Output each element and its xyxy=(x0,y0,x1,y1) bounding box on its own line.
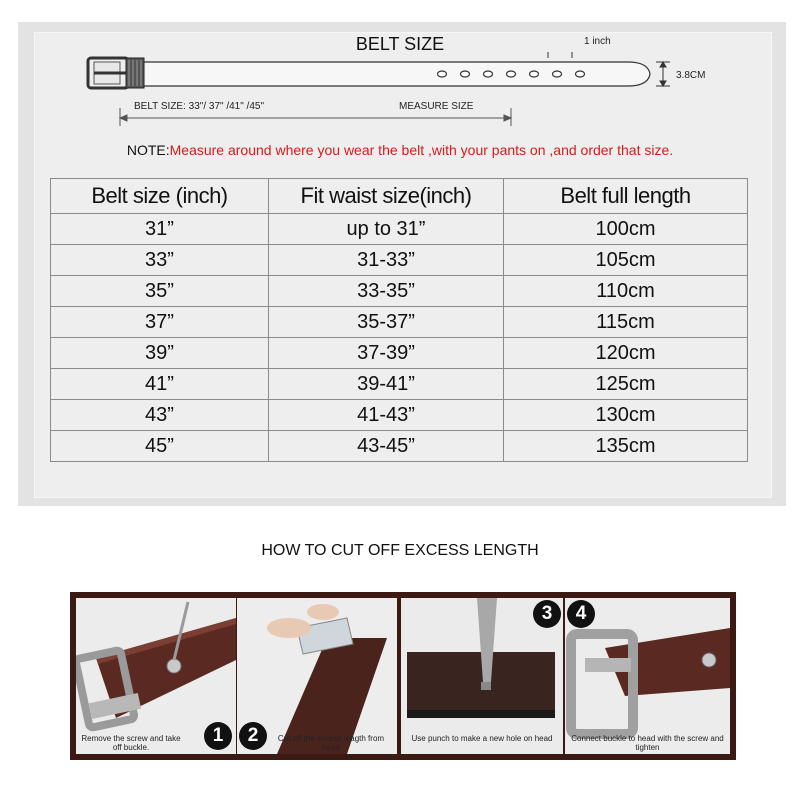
cell-full-length: 105cm xyxy=(504,245,748,276)
cell-fit-waist: 37-39” xyxy=(269,338,504,369)
cell-belt-size: 41” xyxy=(51,369,269,400)
size-table xyxy=(50,178,748,462)
step-2-panel xyxy=(237,598,397,754)
step-1-caption: Remove the screw and take off buckle. xyxy=(81,734,181,752)
header-belt-size: Belt size (inch) xyxy=(51,179,269,214)
cell-full-length: 135cm xyxy=(504,431,748,462)
step-4-panel xyxy=(565,598,730,754)
size-table-header xyxy=(51,179,748,214)
cell-full-length: 115cm xyxy=(504,307,748,338)
cutting-guide-title: HOW TO CUT OFF EXCESS LENGTH xyxy=(261,542,539,559)
step-4-caption: Connect buckle to head with the screw and tighten xyxy=(571,734,724,752)
cell-belt-size: 39” xyxy=(51,338,269,369)
table-row xyxy=(51,276,748,307)
cell-fit-waist: 33-35” xyxy=(269,276,504,307)
cell-belt-size: 43” xyxy=(51,400,269,431)
header-fit-waist: Fit waist size(inch) xyxy=(269,179,504,214)
cell-belt-size: 31” xyxy=(51,214,269,245)
hole-spacing-marker xyxy=(548,52,572,58)
table-row xyxy=(51,338,748,369)
belt-size-label: BELT SIZE: 33"/ 37" /41" /45" xyxy=(134,101,265,112)
measure-size-label: MEASURE SIZE xyxy=(399,101,474,112)
cell-fit-waist: up to 31” xyxy=(269,214,504,245)
cell-full-length: 120cm xyxy=(504,338,748,369)
note-label: NOTE: xyxy=(126,142,170,158)
belt-diagram-title: BELT SIZE xyxy=(355,34,445,54)
step-2-caption: Cut off the excess leagth from head xyxy=(277,734,385,752)
cell-full-length: 100cm xyxy=(504,214,748,245)
header-full-length: Belt full length xyxy=(504,179,748,214)
cell-belt-size: 37” xyxy=(51,307,269,338)
cell-fit-waist: 31-33” xyxy=(269,245,504,276)
cell-full-length: 110cm xyxy=(504,276,748,307)
belt-strap-outline xyxy=(132,62,650,86)
cell-fit-waist: 43-45” xyxy=(269,431,504,462)
step-4-badge: 4 xyxy=(567,600,595,628)
cell-full-length: 130cm xyxy=(504,400,748,431)
hole-spacing-label: 1 inch xyxy=(584,36,611,47)
table-row xyxy=(51,369,748,400)
cutting-guide-strip xyxy=(70,592,736,760)
step-3-panel xyxy=(401,598,563,754)
cell-fit-waist: 41-43” xyxy=(269,400,504,431)
cell-belt-size: 45” xyxy=(51,431,269,462)
cell-belt-size: 35” xyxy=(51,276,269,307)
size-table-body xyxy=(51,214,748,462)
cell-fit-waist: 35-37” xyxy=(269,307,504,338)
table-row xyxy=(51,307,748,338)
step-1-badge: 1 xyxy=(204,722,232,750)
step-3-caption: Use punch to make a new hole on head xyxy=(411,734,553,743)
step-3-badge: 3 xyxy=(533,600,561,628)
cell-belt-size: 33” xyxy=(51,245,269,276)
belt-width-label: 3.8CM xyxy=(676,70,706,81)
belt-width-marker xyxy=(656,62,670,86)
table-row xyxy=(51,431,748,462)
step-1-panel xyxy=(76,598,236,754)
belt-diagram xyxy=(80,52,730,126)
table-row xyxy=(51,245,748,276)
cell-full-length: 125cm xyxy=(504,369,748,400)
step-2-badge: 2 xyxy=(239,722,267,750)
table-row xyxy=(51,400,748,431)
cell-fit-waist: 39-41” xyxy=(269,369,504,400)
table-row xyxy=(51,214,748,245)
note-text: Measure around where you wear the belt ,with your pants on ,and order that size. xyxy=(169,142,674,158)
note-line xyxy=(0,142,800,158)
